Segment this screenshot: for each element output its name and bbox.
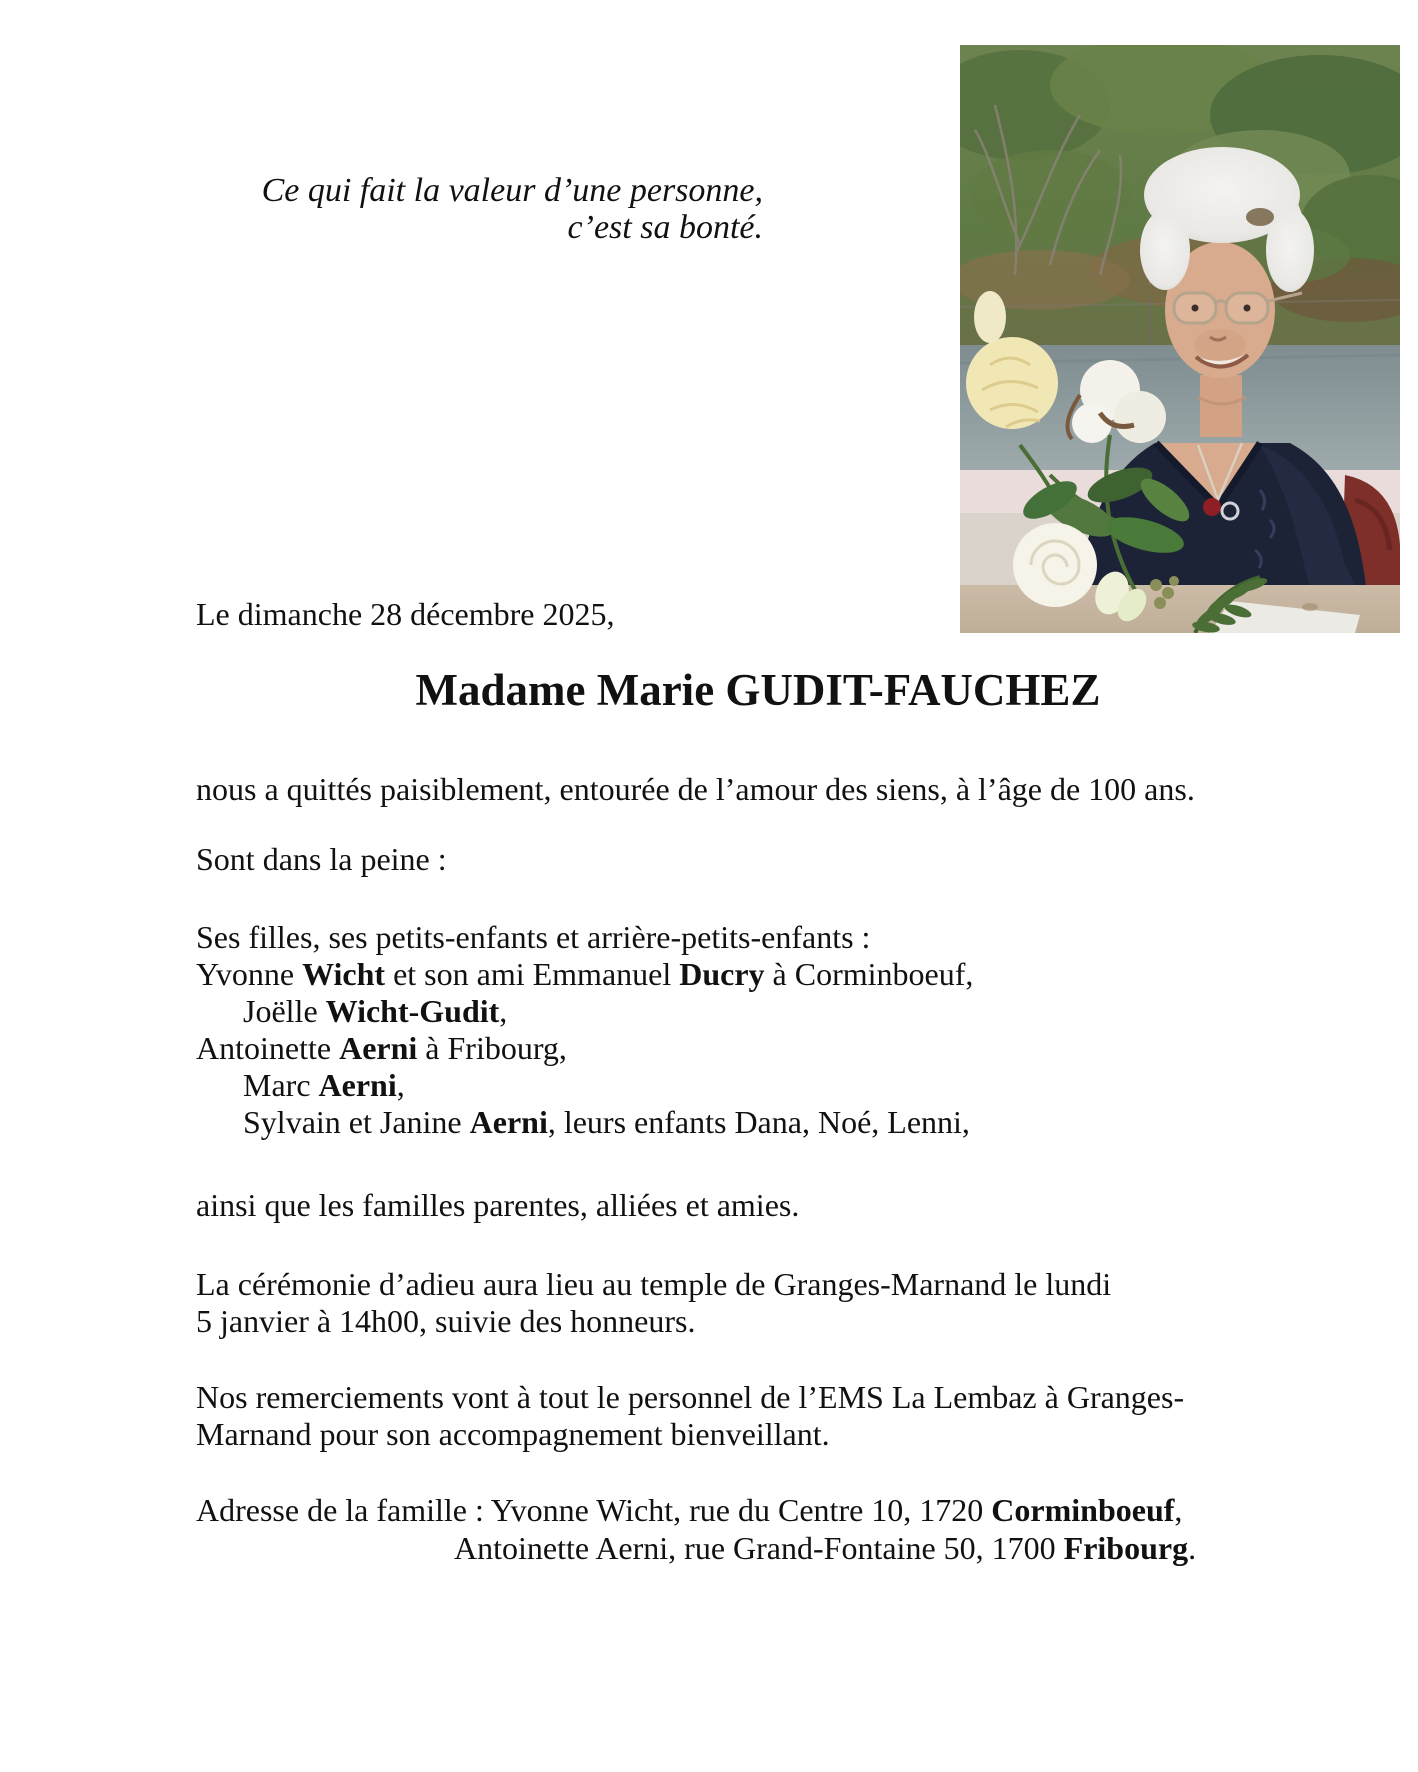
mourning-header-text: Sont dans la peine : [196,841,447,877]
thanks-paragraph [196,1379,1184,1453]
address-line-1: Adresse de la famille : Yvonne Wicht, rue du Centre 10, 1720 Corminboeuf, [196,1492,1183,1528]
address-line-2: Antoinette Aerni, rue Grand-Fontaine 50, 1700 Fribourg. [454,1530,1197,1566]
family-line: Joëlle Wicht-Gudit, [243,993,508,1029]
mourning-header [196,841,447,878]
family-line: Sylvain et Janine Aerni, leurs enfants Dana, Noé, Lenni, [243,1104,970,1140]
ceremony-line-2: 5 janvier à 14h00, suivie des honneurs. [196,1303,696,1339]
deceased-name-title [196,664,1320,716]
family-line: Marc Aerni, [243,1067,405,1103]
family-address [196,1491,1196,1567]
memorial-quote [258,172,763,246]
family-intro-line: Ses filles, ses petits-enfants et arrière-petits-enfants : [196,919,871,955]
quote-line-2: c’est sa bonté. [567,209,763,246]
families-text: ainsi que les familles parentes, alliées et amies. [196,1187,800,1223]
deceased-name-text: Madame Marie GUDIT-FAUCHEZ [415,665,1101,715]
date-line [196,596,615,633]
family-list [196,919,973,1141]
date-text: Le dimanche 28 décembre 2025, [196,596,615,632]
ceremony-line-1: La cérémonie d’adieu aura lieu au temple de Granges-Marnand le lundi [196,1266,1112,1302]
portrait-photo [960,45,1400,633]
ceremony-paragraph [196,1266,1111,1340]
thanks-line-2: Marnand pour son accompagnement bienveillant. [196,1416,830,1452]
quote-line-1: Ce qui fait la valeur d’une personne, [261,172,763,209]
family-line: Yvonne Wicht et son ami Emmanuel Ducry à Corminboeuf, [196,956,974,992]
intro-paragraph [196,771,1195,808]
intro-text: nous a quittés paisiblement, entourée de l’amour des siens, à l’âge de 100 ans. [196,771,1195,807]
thanks-line-1: Nos remerciements vont à tout le personnel de l’EMS La Lembaz à Granges- [196,1379,1185,1415]
families-paragraph [196,1187,799,1224]
family-line: Antoinette Aerni à Fribourg, [196,1030,567,1066]
